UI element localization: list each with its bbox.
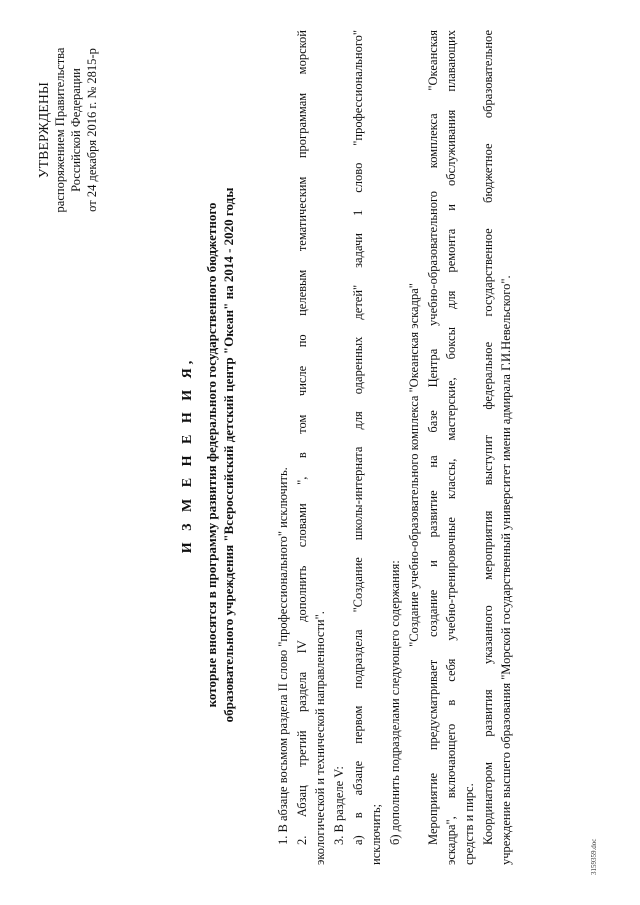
document-subtitle-line-2: образовательного учреждения "Всероссийский детский центр "Океан" на 2014 - 2020 годы [221, 187, 236, 723]
paragraph-3a-line-1: а) в абзаце первом подраздела "Создание школы-интерната для одаренных детей" задачи 1 слово "профессионального" [351, 30, 365, 845]
paragraph-1: 1. В абзаце восьмом раздела II слово "профессионального" исключить. [276, 467, 290, 845]
document-code: 3159359.doc [590, 838, 598, 875]
paragraph-3a-line-2: исключить; [369, 803, 383, 865]
paragraph-4-line-3: средств и пирс. [462, 783, 476, 865]
paragraph-3b: б) дополнить подразделами следующего содержания: [388, 560, 402, 845]
approval-line-3: от 24 декабря 2016 г. № 2815-р [85, 48, 99, 212]
approval-title: УТВЕРЖДЕНЫ [36, 81, 51, 179]
subsection-title: "Создание учебно-образовательного комплекса "Океанская эскадра" [407, 283, 421, 647]
approval-line-1: распоряжением Правительства [53, 47, 67, 213]
paragraph-2-line-1: 2. Абзац третий раздела IV дополнить словами ", в том числе по целевым тематическим программам морской [295, 30, 309, 845]
approval-line-2: Российской Федерации [69, 68, 83, 192]
paragraph-5-line-2: учреждение высшего образования "Морской государственный университет имени адмирала Г.И.Невельского". [499, 275, 513, 865]
paragraph-3: 3. В разделе V: [332, 766, 346, 845]
paragraph-4-line-2: эскадра", включающего в себя учебно-тренировочные классы, мастерские, боксы для ремонта и обслуживания плавающих [444, 30, 458, 865]
document-title: И З М Е Н Е Н И Я, [180, 356, 195, 554]
approval-block [36, 15, 100, 245]
paragraph-2-line-2: экологической и технической направленности". [313, 611, 327, 865]
document-subtitle-line-1: которые вносятся в программу развития федерального государственного бюджетного [204, 202, 219, 708]
paragraph-4-line-1: Мероприятие предусматривает создание и развитие на базе Центра учебно-образовательного комплекса "Океанская [426, 30, 440, 845]
paragraph-5-line-1: Координатором развития указанного мероприятия выступит федеральное государственное бюджетное образовательное [481, 30, 495, 845]
